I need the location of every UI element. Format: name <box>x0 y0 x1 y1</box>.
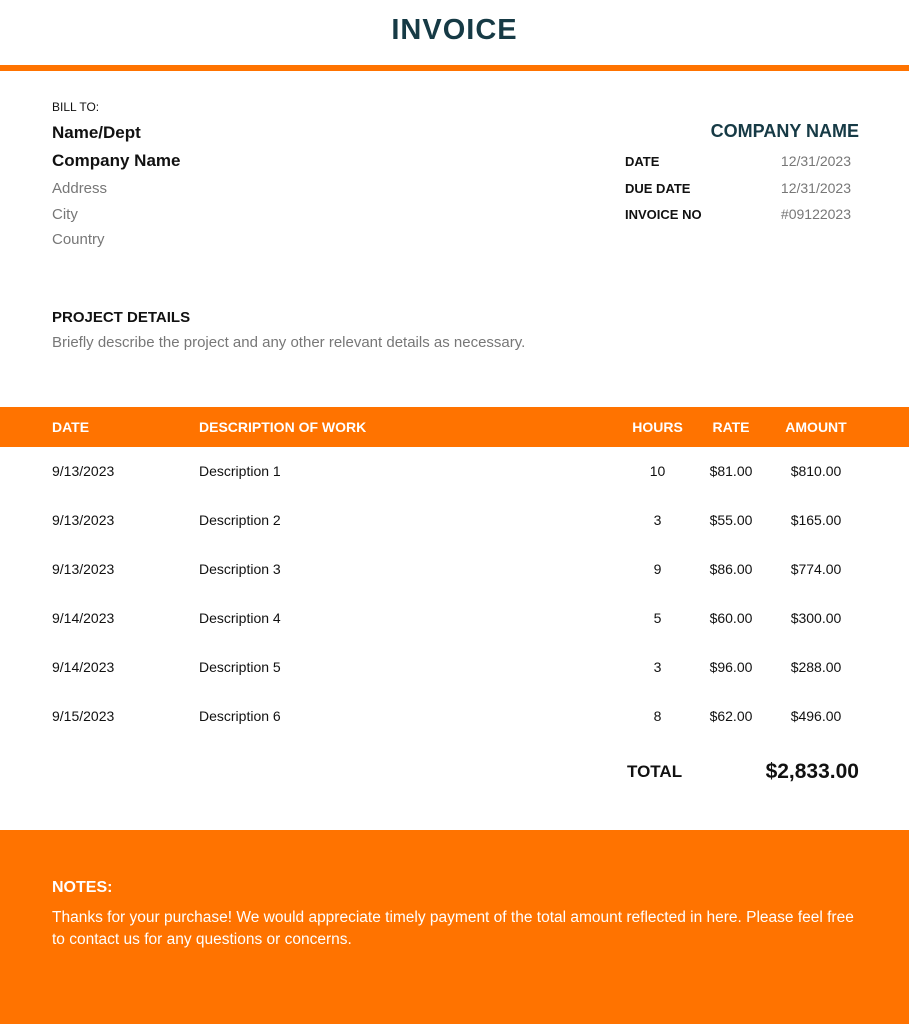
invoice-number-value: #09122023 <box>780 206 851 222</box>
project-details-description: Briefly describe the project and any other relevant details as necessary. <box>52 334 526 351</box>
row-date: 9/14/2023 <box>52 659 115 675</box>
row-description: Description 3 <box>199 561 281 577</box>
row-amount: $496.00 <box>790 708 842 724</box>
header-description: DESCRIPTION OF WORK <box>199 419 367 435</box>
row-description: Description 5 <box>199 659 281 675</box>
row-rate: $81.00 <box>709 463 753 479</box>
row-amount: $810.00 <box>790 463 842 479</box>
row-description: Description 6 <box>199 708 281 724</box>
row-rate: $55.00 <box>709 512 753 528</box>
table-row <box>0 512 909 561</box>
bill-to-country: Country <box>52 231 105 248</box>
header-divider <box>0 65 909 71</box>
row-description: Description 2 <box>199 512 281 528</box>
table-row <box>0 659 909 708</box>
table-row <box>0 610 909 659</box>
notes-title: NOTES: <box>52 879 113 896</box>
header-date: DATE <box>52 419 90 435</box>
row-hours: 5 <box>653 610 662 626</box>
due-date-value: 12/31/2023 <box>780 180 851 196</box>
date-label: DATE <box>625 154 660 169</box>
total-value: $2,833.00 <box>765 760 859 783</box>
row-date: 9/15/2023 <box>52 708 115 724</box>
row-date: 9/13/2023 <box>52 512 115 528</box>
row-rate: $96.00 <box>709 659 753 675</box>
bill-to-name: Name/Dept <box>52 123 141 142</box>
table-row <box>0 708 909 757</box>
row-description: Description 1 <box>199 463 281 479</box>
row-description: Description 4 <box>199 610 281 626</box>
due-date-label: DUE DATE <box>625 181 691 196</box>
row-amount: $300.00 <box>790 610 842 626</box>
notes-section <box>0 830 909 1024</box>
row-date: 9/13/2023 <box>52 561 115 577</box>
row-hours: 8 <box>653 708 662 724</box>
header-rate: RATE <box>712 419 750 435</box>
invoice-number-label: INVOICE NO <box>625 207 702 222</box>
bill-to-address: Address <box>52 180 108 197</box>
header-hours: HOURS <box>632 419 683 435</box>
company-name: COMPANY NAME <box>710 121 859 141</box>
row-amount: $288.00 <box>790 659 842 675</box>
row-hours: 9 <box>653 561 662 577</box>
table-row <box>0 463 909 512</box>
row-amount: $165.00 <box>790 512 842 528</box>
total-label: TOTAL <box>627 762 683 781</box>
bill-to-label: BILL TO: <box>52 100 100 114</box>
project-details-title: PROJECT DETAILS <box>52 309 191 326</box>
row-hours: 3 <box>653 659 662 675</box>
row-rate: $86.00 <box>709 561 753 577</box>
date-value: 12/31/2023 <box>780 153 851 169</box>
row-hours: 3 <box>653 512 662 528</box>
row-date: 9/14/2023 <box>52 610 115 626</box>
bill-to-company: Company Name <box>52 151 181 170</box>
notes-text: Thanks for your purchase! We would appreciate timely payment of the total amount reflected in here. Please feel free to contact us for any questions or concerns. <box>52 909 854 948</box>
table-row <box>0 561 909 610</box>
table-header <box>0 407 909 447</box>
row-rate: $60.00 <box>709 610 753 626</box>
row-hours: 10 <box>649 463 666 479</box>
header-amount: AMOUNT <box>785 419 847 435</box>
bill-to-city: City <box>52 206 78 223</box>
invoice-title: INVOICE <box>391 14 518 46</box>
row-amount: $774.00 <box>790 561 842 577</box>
row-rate: $62.00 <box>709 708 753 724</box>
row-date: 9/13/2023 <box>52 463 115 479</box>
